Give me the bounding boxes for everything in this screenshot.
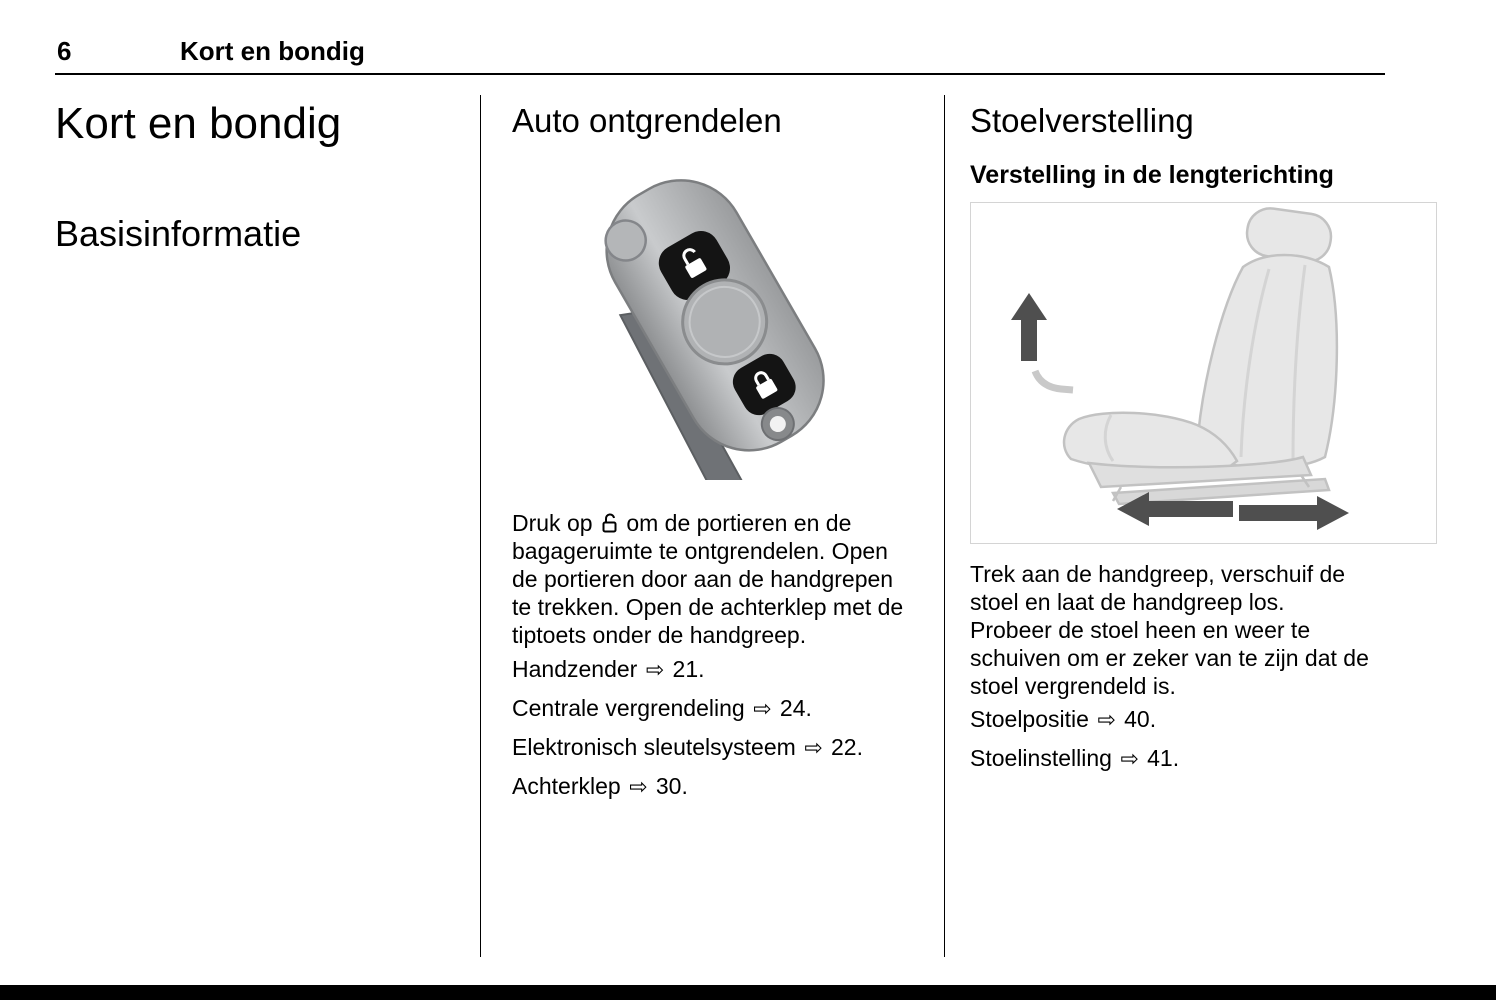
seat-references (970, 705, 1179, 783)
cross-reference (512, 772, 863, 802)
seat-paragraph: Trek aan de handgreep, verschuif de stoel en laat de handgreep los. Probeer de stoel heen en weer te schuiven om er zeker van te zijn dat de stoel vergrendeld is. (970, 561, 1369, 699)
seat-image (971, 203, 1436, 543)
unlock-paragraph-start: Druk op (512, 510, 593, 536)
cross-reference (970, 705, 1179, 735)
running-header-title: Kort en bondig (180, 36, 365, 66)
unlock-icon (601, 513, 618, 534)
page-reference-arrow-icon: ⇨ (753, 697, 772, 722)
header-rule (55, 73, 1385, 75)
chapter-title: Kort en bondig (55, 99, 342, 148)
column-divider-right (944, 95, 945, 957)
ref-label: Handzender (512, 656, 638, 682)
ref-label: Stoelinstelling (970, 745, 1112, 771)
page-number: 6 (57, 36, 72, 66)
page-reference-arrow-icon: ⇨ (804, 736, 823, 761)
seat-handle (1035, 371, 1073, 390)
column-divider-left (480, 95, 481, 957)
article-subheading-seat: Verstelling in de lengterichting (970, 161, 1334, 189)
cross-reference (512, 694, 863, 724)
unlock-paragraph-rest: om de portieren en de bagageruimte te ontgrendelen. Open de portieren door aan de handgrepen te trekken. Open de achterklep met de tiptoets onder de handgreep. (512, 510, 904, 648)
backrest (1197, 255, 1337, 468)
ref-page: 22. (831, 734, 863, 760)
unlock-paragraph (512, 509, 904, 649)
ref-page: 40. (1124, 706, 1157, 732)
ref-label: Centrale vergrendeling (512, 695, 745, 721)
ref-page: 21. (672, 656, 705, 682)
article-heading-unlock: Auto ontgrendelen (512, 102, 782, 139)
ref-label: Stoelpositie (970, 706, 1089, 732)
remote-key-image (517, 160, 907, 480)
page-reference-arrow-icon: ⇨ (645, 658, 665, 683)
section-title: Basisinformatie (55, 213, 302, 254)
page-bottom-bar (0, 985, 1496, 1000)
ref-label: Achterklep (512, 773, 621, 799)
up-arrow-icon (1011, 293, 1047, 361)
ref-label: Elektronisch sleutelsysteem (512, 734, 796, 760)
cross-reference (512, 655, 863, 685)
ref-page: 41. (1147, 745, 1180, 771)
key-illustration (512, 160, 912, 485)
article-heading-seat: Stoelverstelling (970, 102, 1194, 139)
page-reference-arrow-icon: ⇨ (1120, 747, 1139, 772)
cross-reference (970, 744, 1179, 774)
unlock-references (512, 655, 863, 811)
page-reference-arrow-icon: ⇨ (629, 775, 648, 800)
ref-page: 24. (779, 695, 812, 721)
ref-page: 30. (655, 773, 688, 799)
cross-reference (512, 733, 863, 763)
seat-illustration (970, 202, 1437, 544)
page-reference-arrow-icon: ⇨ (1097, 708, 1116, 733)
right-arrow-icon (1239, 496, 1349, 530)
